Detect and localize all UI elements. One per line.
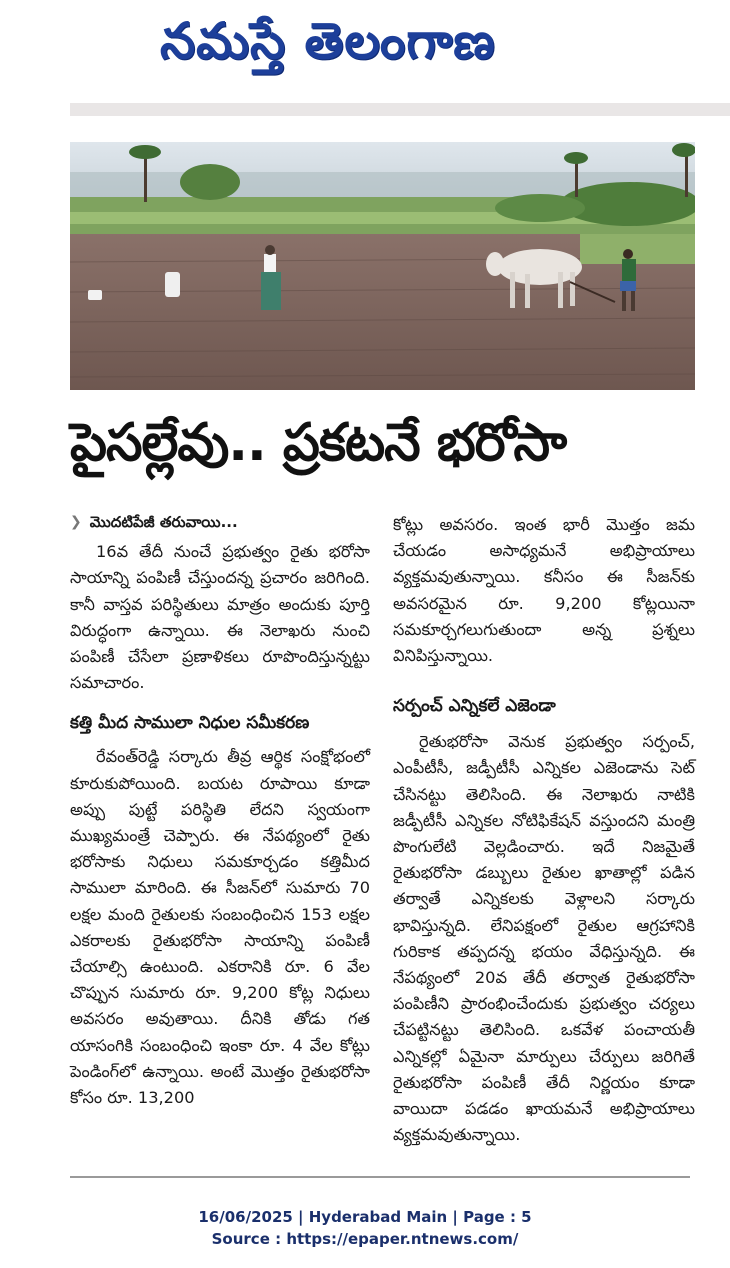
- masthead-title: నమస్తే తెలంగాణ: [160, 12, 496, 70]
- footer-edition-info: 16/06/2025 | Hyderabad Main | Page : 5: [198, 1208, 532, 1226]
- section-subhead: కత్తి మీద సాములా నిధుల సమీకరణ: [70, 713, 310, 734]
- right-column: [393, 512, 695, 1148]
- paragraph: రేవంత్‌రెడ్డి సర్కారు తీవ్ర ఆర్థిక సంక్షోభంలో కూరుకుపోయింది. బయట రూపాయి కూడా అప్పు పుట్టే పరిస్థితి లేదని స్వయంగా ముఖ్యమంత్రే చెప్పారు. ఈ నేపథ్యంలో రైతు భరోసాకు నిధులు సమకూర్చడం కత్తిమీద సాములా మారింది. ఈ సీజన్‌లో సుమారు 70 లక్షల మంది రైతులకు సంబంధించిన 153 లక్షల ఎకరాలకు రైతుభరోసా సాయాన్ని పంపిణీ చేయాల్సి ఉంటుంది. ఎకరానికి రూ. 6 వేల చొప్పున సుమారు రూ. 9,200 కోట్ల నిధులు అవసరం అవుతాయి. దీనికి తోడు గత యాసంగికి సంబంధించి ఇంకా రూ. 4 వేల కోట్లు పెండింగ్‌లో ఉన్నాయి. అంటే మొత్తం రైతుభరోసా కోసం రూ. 13,200: [70, 747, 370, 1108]
- section-subhead: సర్పంచ్ ఎన్నికలే ఎజెండా: [393, 696, 556, 717]
- paragraph: రైతుభరోసా వెనుక ప్రభుత్వం సర్పంచ్, ఎంపీటీసీ, జడ్పీటీసీ ఎన్నికల ఎజెండాను సెట్ చేసినట్టు తెలిసింది. ఈ నెలాఖరు నాటికి జడ్పీటీసీ ఎన్నికల నోటిఫికేషన్ వస్తుందని మంత్రి పొంగులేటి వెల్లడించారు. ఇదే నిజమైతే రైతుభరోసా డబ్బులు రైతుల ఖాతాల్లో పడిన తర్వాతే ఎన్నికలకు వెళ్లాలని సర్కారు భావిస్తున్నది. లేనిపక్షంలో రైతుల ఆగ్రహానికి గురికాక తప్పదన్న భయం వేధిస్తున్నది. ఈ నేపథ్యంలో 20వ తేదీ తర్వాత రైతుభరోసా పంపిణీని ప్రారంభించేందుకు ప్రభుత్వం చర్యలు చేపట్టినట్టు తెలిసింది. ఒకవేళ పంచాయతీ ఎన్నికల్లో ఏమైనా మార్పులు చేర్పులు జరిగితే రైతుభరోసా పంపిణీ తేదీ నిర్ణయం కూడా వాయిదా పడడం ఖాయమనే అభిప్రాయాలు వ్యక్తమవుతున్నాయి.: [393, 732, 695, 1145]
- paragraph: కోట్లు అవసరం. ఇంత భారీ మొత్తం జమ చేయడం అసాధ్యమనే అభిప్రాయాలు వ్యక్తమవుతున్నాయి. కనీసం ఈ సీజన్‌కు అవసరమైన రూ. 9,200 కోట్లయినా సమకూర్చగలుగుతుందా అన్న ప్రశ్నలు వినిపిస్తున్నాయి.: [393, 515, 695, 666]
- bottom-rule: [70, 1176, 690, 1178]
- paragraph: 16వ తేదీ నుంచే ప్రభుత్వం రైతు భరోసా సాయాన్ని పంపిణీ చేస్తుందన్న ప్రచారం జరిగింది. కానీ వాస్తవ పరిస్థితులు మాత్రం అందుకు పూర్తి విరుద్ధంగా ఉన్నాయి. ఈ నెలాఖరు నుంచి పంపిణీ చేసేలా ప్రణాళికలు రూపొందిస్తున్నట్టు సమాచారం.: [70, 542, 370, 693]
- footer-source[interactable]: Source : https://epaper.ntnews.com/: [211, 1230, 519, 1248]
- continued-text: మొదటిపేజీ తరువాయి...: [89, 513, 238, 531]
- masthead-rule: [70, 103, 730, 116]
- article-photo: [70, 142, 695, 390]
- chevron-right-icon: ❯: [70, 514, 82, 530]
- continued-marker: [70, 509, 370, 535]
- article-headline: పైసల్లేవు.. ప్రకటనే భరోసా: [70, 413, 567, 473]
- left-column: [70, 509, 370, 1111]
